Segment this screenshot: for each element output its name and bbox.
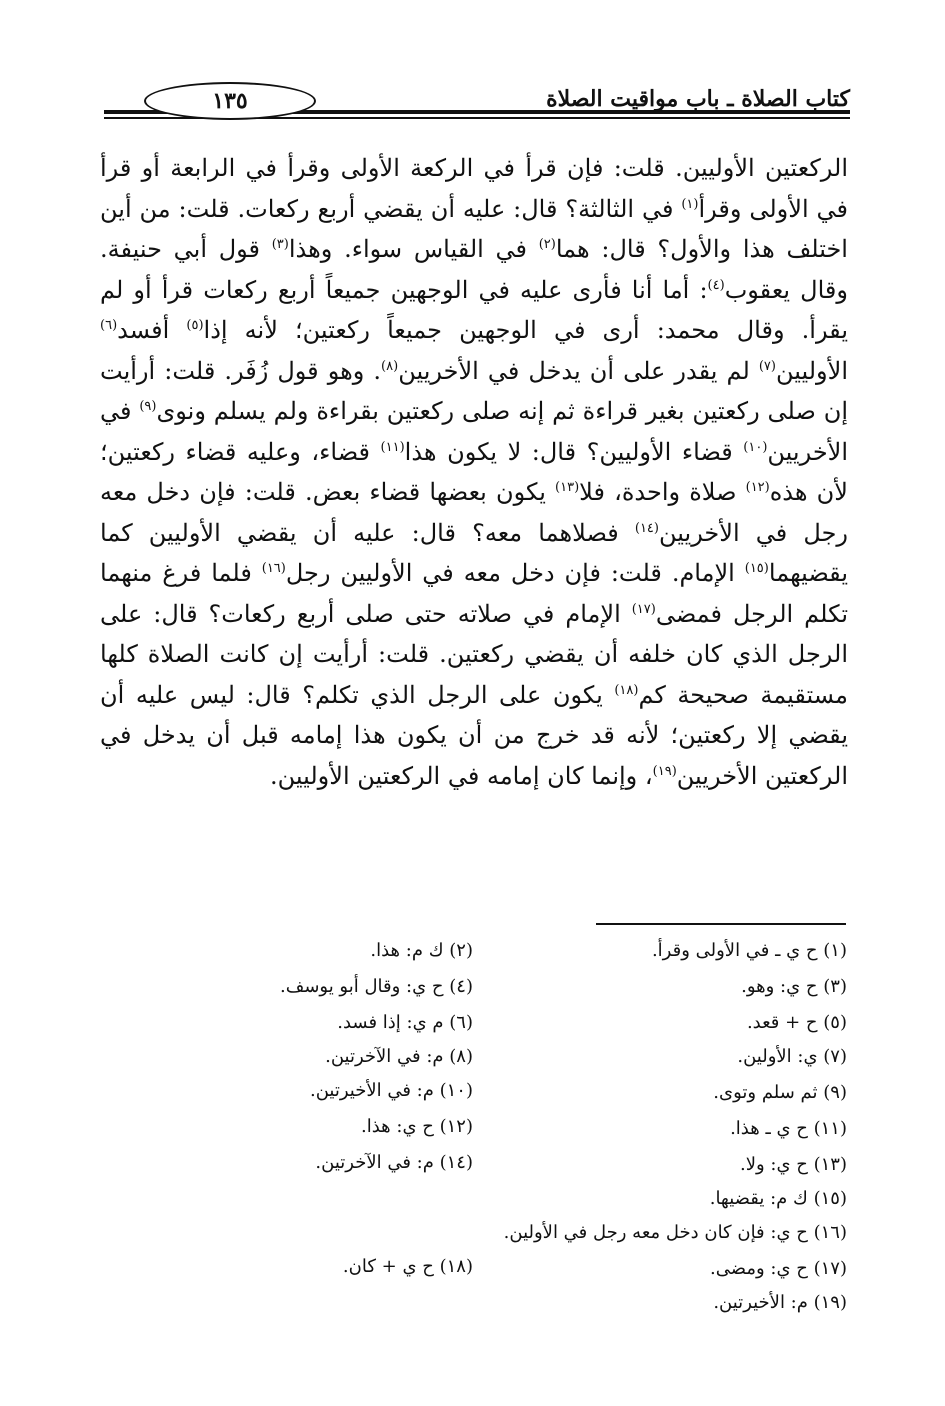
text-segment: . وهو قول زُفَر. قلت: أرأيت إن صلى ركعتين بغير قراءة ثم إنه صلى ركعتين بقراءة ولم يسلم ونوى — [100, 356, 849, 425]
text-segment: الركعتين الأوليين. قلت: فإن قرأ في الركعة الأولى وقرأ في الرابعة أو قرأ في الأولى وقرأ — [100, 154, 848, 223]
footnote-17: (١٧) ح ي: ومضى. — [709, 1258, 847, 1279]
footnote-ref: (١٣) — [555, 480, 580, 495]
footnote-10: (١٠) م: في الأخيرتين. — [309, 1080, 473, 1101]
footnote-13: (١٣) ح ي: ولا. — [739, 1154, 847, 1175]
text-segment: الإمام في صلاته حتى صلى أربع ركعات؟ قال: على الرجل الذي كان خلفه أن يقضي ركعتين. قلت: أرأيت إن كانت الصلاة كلها مستقيمة صحيحة كم — [100, 599, 849, 709]
text-segment: صلاة واحدة، فلا — [579, 478, 746, 506]
text-segment: قضاء الأوليين؟ قال: لا يكون هذا — [404, 437, 744, 466]
main-text — [100, 148, 848, 796]
footnote-4: (٤) ح ي: وقال أبو يوسف. — [279, 976, 473, 997]
footnote-11: (١١) ح ي ـ هذا. — [730, 1118, 847, 1139]
text-segment: الأوليين — [775, 356, 848, 385]
footnote-ref: (١٦) — [261, 561, 286, 576]
text-segment: فلما فرغ منهما تكلم الرجل فمضى — [100, 559, 849, 628]
footnote-ref: (٨) — [381, 358, 399, 374]
footnote-ref: (٢) — [538, 237, 556, 252]
text-segment: يكون بعضها قضاء بعض. قلت: فإن دخل معه رجل في الأخريين — [100, 478, 848, 547]
footnote-18: (١٨) ح ي + كان. — [342, 1256, 473, 1277]
footnote-ref: (١١) — [380, 439, 405, 455]
footnote-1: (١) ح ي ـ في الأولى وقرأ. — [651, 940, 847, 961]
footnote-16: (١٦) ح ي: فإن كان دخل معه رجل في الأولين. — [503, 1222, 847, 1243]
footnote-8: (٨) م: في الآخرتين. — [325, 1046, 473, 1067]
main-paragraph — [100, 148, 848, 796]
footnote-14: (١٤) م: في الآخرتين. — [315, 1152, 473, 1173]
footnote-12: (١٢) ح ي: هذا. — [361, 1116, 473, 1137]
footnote-ref: (١٠) — [743, 439, 768, 455]
footnote-5: (٥) ح + قعد. — [746, 1012, 847, 1033]
footnote-ref: (٦) — [100, 318, 118, 333]
footnote-6: (٦) م ي: إذا فسد. — [337, 1012, 473, 1033]
footnote-ref: (١٨) — [614, 682, 639, 698]
text-segment: قول أبي حنيفة. وقال يعقوب — [100, 235, 848, 304]
page-header — [104, 82, 850, 132]
footnote-separator — [596, 923, 846, 925]
footnote-15: (١٥) ك م: يقضيها. — [709, 1188, 847, 1209]
text-segment: يكون على الرجل الذي تكلم؟ قال: ليس عليه أن يقضي إلا ركعتين؛ لأنه قد خرج من أن يكون هذا إمامه قبل أن يدخل في الركعتين الأخريين — [100, 680, 848, 790]
text-segment: في القياس سواء. وهذا — [288, 235, 539, 263]
footnote-ref: (١٢) — [745, 480, 770, 495]
page-number: ١٣٥ — [144, 82, 316, 120]
text-segment: أفسد — [117, 316, 187, 344]
text-segment: في الأخريين — [100, 397, 849, 466]
footnote-9: (٩) ثم سلم وتوى. — [713, 1082, 847, 1103]
footnote-2: (٢) ك م: هذا. — [370, 940, 473, 961]
text-segment: : أما أنا فأرى عليه في الوجهين جميعاً أربع ركعات قرأ أو لم يقرأ. وقال محمد: أرى في الوجهين جميعاً ركعتين؛ لأنه إذا — [100, 275, 849, 344]
text-segment: الإمام. قلت: فإن دخل معه في الأوليين رجل — [285, 559, 745, 587]
footnote-ref: (٥) — [186, 318, 204, 333]
footnote-ref: (١٩) — [652, 763, 677, 779]
text-segment: قضاء، وعليه قضاء ركعتين؛ لأن هذه — [100, 437, 848, 506]
footnote-19: (١٩) م: الأخيرتين. — [713, 1292, 847, 1313]
footnote-ref: (١٤) — [634, 520, 659, 536]
footnote-ref: (١٧) — [631, 601, 656, 617]
footnote-ref: (٣) — [271, 237, 289, 252]
footnote-ref: (٧) — [758, 358, 776, 374]
text-segment: لم يقدر على أن يدخل في الأخريين — [398, 356, 759, 385]
footnote-ref: (١) — [681, 196, 699, 212]
footnote-ref: (٩) — [139, 399, 157, 414]
footnote-3: (٣) ح ي: وهو. — [741, 976, 847, 997]
text-segment: فصلاهما معه؟ قال: عليه أن يقضي الأوليين كما يقضيهما — [100, 518, 848, 587]
running-title: كتاب الصلاة ـ باب مواقيت الصلاة — [546, 86, 850, 112]
text-segment: ، وإنما كان إمامه في الركعتين الأوليين. — [269, 761, 653, 790]
text-segment: في الثالثة؟ قال: عليه أن يقضي أربع ركعات. قلت: من أين اختلف هذا والأول؟ قال: هما — [100, 194, 848, 263]
footnote-ref: (١٥) — [744, 561, 769, 576]
footnote-7: (٧) ي: الأولين. — [737, 1046, 847, 1067]
footnote-ref: (٤) — [707, 277, 725, 293]
